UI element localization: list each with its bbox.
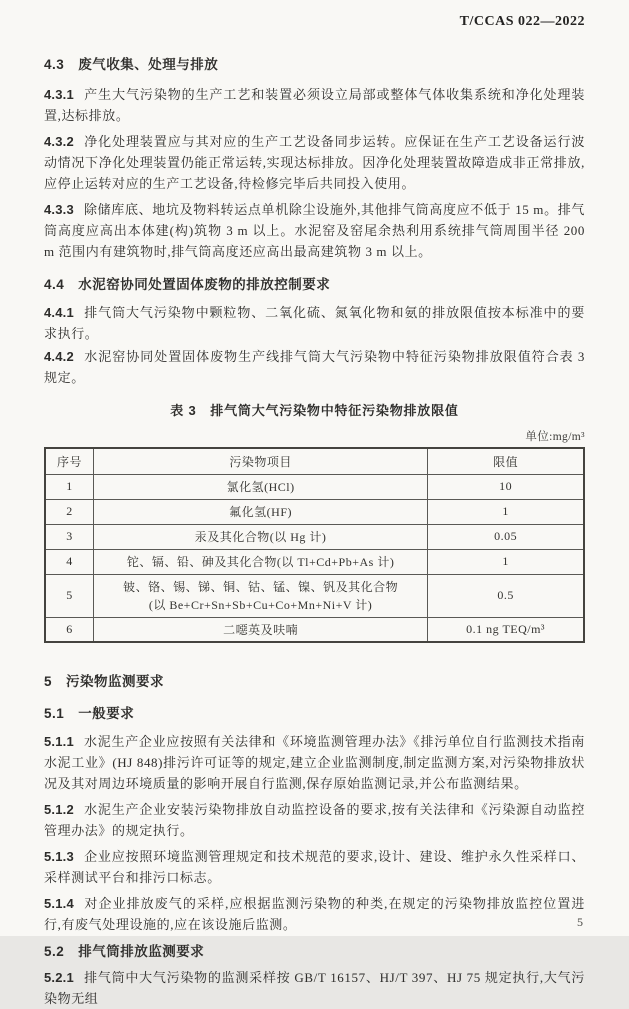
section-title: 水泥窑协同处置固体废物的排放控制要求 [78,277,331,292]
col-header-item: 污染物项目 [94,448,428,474]
section-number: 4.3 [44,57,65,72]
clause-number: 5.1.4 [44,896,74,911]
clause-text: 水泥生产企业安装污染物排放自动监控设备的要求,按有关法律和《污染源自动监控管理办法》的规定执行。 [44,802,585,838]
cell-item: 氟化氢(HF) [94,499,428,524]
clause-text: 排气筒中大气污染物的监测采样按 GB/T 16157、HJ/T 397、HJ 75 规定执行,大气污染物无组 [44,970,585,1006]
cell-no: 3 [45,524,94,549]
clause-5-1-3 [44,846,585,888]
col-header-no: 序号 [45,448,94,474]
clause-text: 对企业排放废气的采样,应根据监测污染物的种类,在规定的污染物排放监控位置进行,有废气处理设施的,应在该设施后监测。 [44,896,585,932]
clause-4-4-1 [44,302,585,344]
table-unit-note: 单位:mg/m³ [525,431,585,443]
section-heading-5-1 [44,705,585,723]
cell-item: 铊、镉、铅、砷及其化合物(以 Tl+Cd+Pb+As 计) [94,549,428,574]
clause-5-2-1 [44,967,585,1009]
clause-text: 企业应按照环境监测管理规定和技术规范的要求,设计、建设、维护永久性采样口、采样测试平台和排污口标志。 [44,849,585,885]
col-header-limit: 限值 [428,448,584,474]
section-number: 5 [44,674,53,689]
cell-no: 5 [45,574,94,617]
section-heading-5-2 [44,943,585,961]
cell-limit: 0.5 [428,574,584,617]
table-3-caption: 表 3 排气筒大气污染物中特征污染物排放限值 [170,403,459,418]
table-3 [44,447,585,643]
table-row [45,499,584,524]
section-title: 一般要求 [78,706,135,721]
clause-5-1-1 [44,731,585,794]
clause-text: 除储库底、地坑及物料转运点单机除尘设施外,其他排气筒高度应不低于 15 m。排气筒高度应高出本体建(构)筑物 3 m 以上。水泥窑及窑尾余热利用系统排气筒周围半径 200 m 范围内有建筑物时,排气筒高度还应高出最高建筑物 3 m 以上。 [44,202,585,259]
clause-text: 产生大气污染物的生产工艺和装置必须设立局部或整体气体收集系统和净化处理装置,达标排放。 [44,87,585,123]
cell-item-line-2: (以 Be+Cr+Sn+Sb+Cu+Co+Mn+Ni+V 计) [148,597,373,612]
cell-limit: 0.1 ng TEQ/m³ [428,617,584,642]
cell-no: 2 [45,499,94,524]
cell-item-line-1: 铍、铬、锡、锑、铜、钴、锰、镍、钒及其化合物 [123,579,399,594]
standard-code: T/CCAS 022—2022 [459,14,585,29]
cell-item: 汞及其化合物(以 Hg 计) [94,524,428,549]
clause-number: 4.4.1 [44,305,74,320]
clause-number: 4.3.3 [44,202,74,217]
cell-item: 二噁英及呋喃 [94,617,428,642]
page-number: 5 [577,915,583,929]
table-row [45,524,584,549]
cell-item [94,574,428,617]
table-row [45,617,584,642]
section-heading-4-4 [44,276,585,294]
clause-number: 4.3.1 [44,87,74,102]
cell-limit: 1 [428,499,584,524]
clause-4-3-1 [44,84,585,126]
clause-text: 净化处理装置应与其对应的生产工艺设备同步运转。应保证在生产工艺设备运行波动情况下净化处理装置仍能正常运转,实现达标排放。因净化处理装置故障造成非正常排放,应停止运转对应的生产工艺设备,待检修完毕后共同投入使用。 [44,134,585,191]
clause-5-1-4 [44,893,585,935]
cell-no: 6 [45,617,94,642]
clause-4-3-2 [44,131,585,194]
clause-number: 5.1.3 [44,849,74,864]
cell-no: 4 [45,549,94,574]
clause-number: 5.2.1 [44,970,74,985]
table-header-row [45,448,584,474]
cell-limit: 0.05 [428,524,584,549]
clause-5-1-2 [44,799,585,841]
clause-number: 5.1.1 [44,734,74,749]
clause-text: 水泥窑协同处置固体废物生产线排气筒大气污染物中特征污染物排放限值符合表 3 规定。 [44,349,585,385]
section-number: 5.2 [44,944,65,959]
clause-number: 5.1.2 [44,802,74,817]
section-title: 污染物监测要求 [66,674,165,689]
clause-text: 水泥生产企业应按照有关法律和《环境监测管理办法》《排污单位自行监测技术指南水泥工业》(HJ 848)排污许可证等的规定,建立企业监测制度,制定监测方案,对污染物排放状况及其对周边环境质量的影响开展自行监测,保存原始监测记录,并公布监测结果。 [44,734,585,791]
cell-limit: 1 [428,549,584,574]
section-number: 5.1 [44,706,65,721]
cell-no: 1 [45,474,94,499]
clause-text: 排气筒大气污染物中颗粒物、二氧化硫、氮氧化物和氨的排放限值按本标准中的要求执行。 [44,305,585,341]
table-row [45,549,584,574]
section-number: 4.4 [44,277,65,292]
clause-4-3-3 [44,199,585,262]
section-title: 废气收集、处理与排放 [78,57,219,72]
section-heading-4-3 [44,56,585,74]
cell-item: 氯化氢(HCl) [94,474,428,499]
clause-number: 4.3.2 [44,134,74,149]
section-title: 排气筒排放监测要求 [78,944,205,959]
table-row [45,474,584,499]
table-row [45,574,584,617]
cell-limit: 10 [428,474,584,499]
section-heading-5 [44,673,585,691]
clause-4-4-2 [44,346,585,388]
clause-number: 4.4.2 [44,349,74,364]
